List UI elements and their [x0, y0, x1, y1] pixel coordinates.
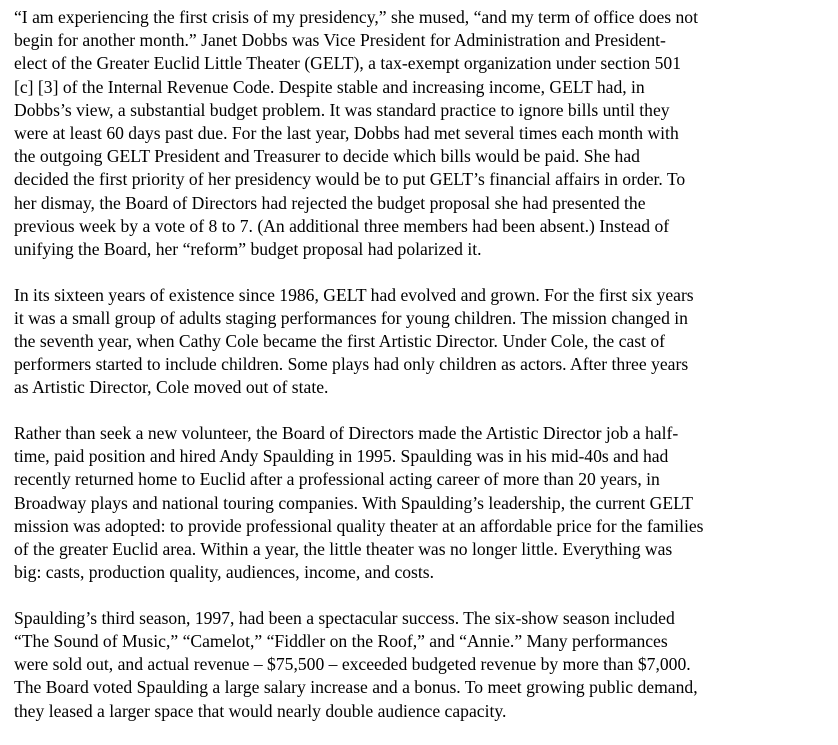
text-line: “I am experiencing the first crisis of my presidency,” she mused, “and my term of office does not	[14, 7, 698, 27]
text-line: The Board voted Spaulding a large salary increase and a bonus. To meet growing public demand,	[14, 677, 698, 698]
text-line: mission was adopted: to provide professional quality theater at an affordable price for the families	[14, 515, 704, 536]
text-line: the seventh year, when Cathy Cole became the first Artistic Director. Under Cole, the cast of	[14, 331, 666, 352]
paragraph-2	[14, 284, 830, 400]
text-line: they leased a larger space that would nearly double audience capacity.	[14, 700, 507, 721]
text-line: Rather than seek a new volunteer, the Board of Directors made the Artistic Director job a half-	[14, 423, 679, 444]
paragraph-3	[14, 422, 830, 584]
text-line: recently returned home to Euclid after a professional acting career of more than 20 years, in	[14, 469, 660, 490]
text-line: decided the first priority of her presidency would be to put GELT’s financial affairs in order. To	[14, 169, 686, 190]
text-line: the outgoing GELT President and Treasurer to decide which bills would be paid. She had	[14, 146, 640, 167]
paragraph-1	[14, 6, 830, 261]
text-line: were at least 60 days past due. For the last year, Dobbs had met several times each month with	[14, 123, 679, 144]
text-line: elect of the Greater Euclid Little Theater (GELT), a tax-exempt organization under section 501	[14, 53, 681, 74]
text-line: of the greater Euclid area. Within a year, the little theater was no longer little. Everything was	[14, 539, 673, 560]
text-line: Dobbs’s view, a substantial budget problem. It was standard practice to ignore bills until they	[14, 99, 670, 120]
text-line: unifying the Board, her “reform” budget proposal had polarized it.	[14, 239, 482, 260]
text-line: were sold out, and actual revenue – $75,500 – exceeded budgeted revenue by more than $7,000.	[14, 654, 691, 675]
text-line: Spaulding’s third season, 1997, had been a spectacular success. The six-show season included	[14, 607, 675, 628]
text-line: In its sixteen years of existence since 1986, GELT had evolved and grown. For the first six years	[14, 284, 694, 305]
text-line: time, paid position and hired Andy Spaulding in 1995. Spaulding was in his mid-40s and had	[14, 446, 669, 467]
document-page	[14, 6, 830, 745]
text-line: “The Sound of Music,” “Camelot,” “Fiddler on the Roof,” and “Annie.” Many performances	[14, 631, 668, 652]
text-line: big: casts, production quality, audiences, income, and costs.	[14, 562, 435, 583]
text-line: Broadway plays and national touring companies. With Spaulding’s leadership, the current GELT	[14, 492, 693, 513]
text-line: previous week by a vote of 8 to 7. (An additional three members had been absent.) Instead of	[14, 215, 670, 236]
text-line: as Artistic Director, Cole moved out of state.	[14, 377, 329, 398]
paragraph-4	[14, 607, 830, 723]
text-line: her dismay, the Board of Directors had rejected the budget proposal she had presented the	[14, 192, 646, 213]
text-line: performers started to include children. Some plays had only children as actors. After three years	[14, 354, 689, 375]
text-line: [c] [3] of the Internal Revenue Code. Despite stable and increasing income, GELT had, in	[14, 76, 645, 97]
text-line: it was a small group of adults staging performances for young children. The mission changed in	[14, 307, 688, 328]
text-line: begin for another month.” Janet Dobbs was Vice President for Administration and President-	[14, 30, 666, 51]
